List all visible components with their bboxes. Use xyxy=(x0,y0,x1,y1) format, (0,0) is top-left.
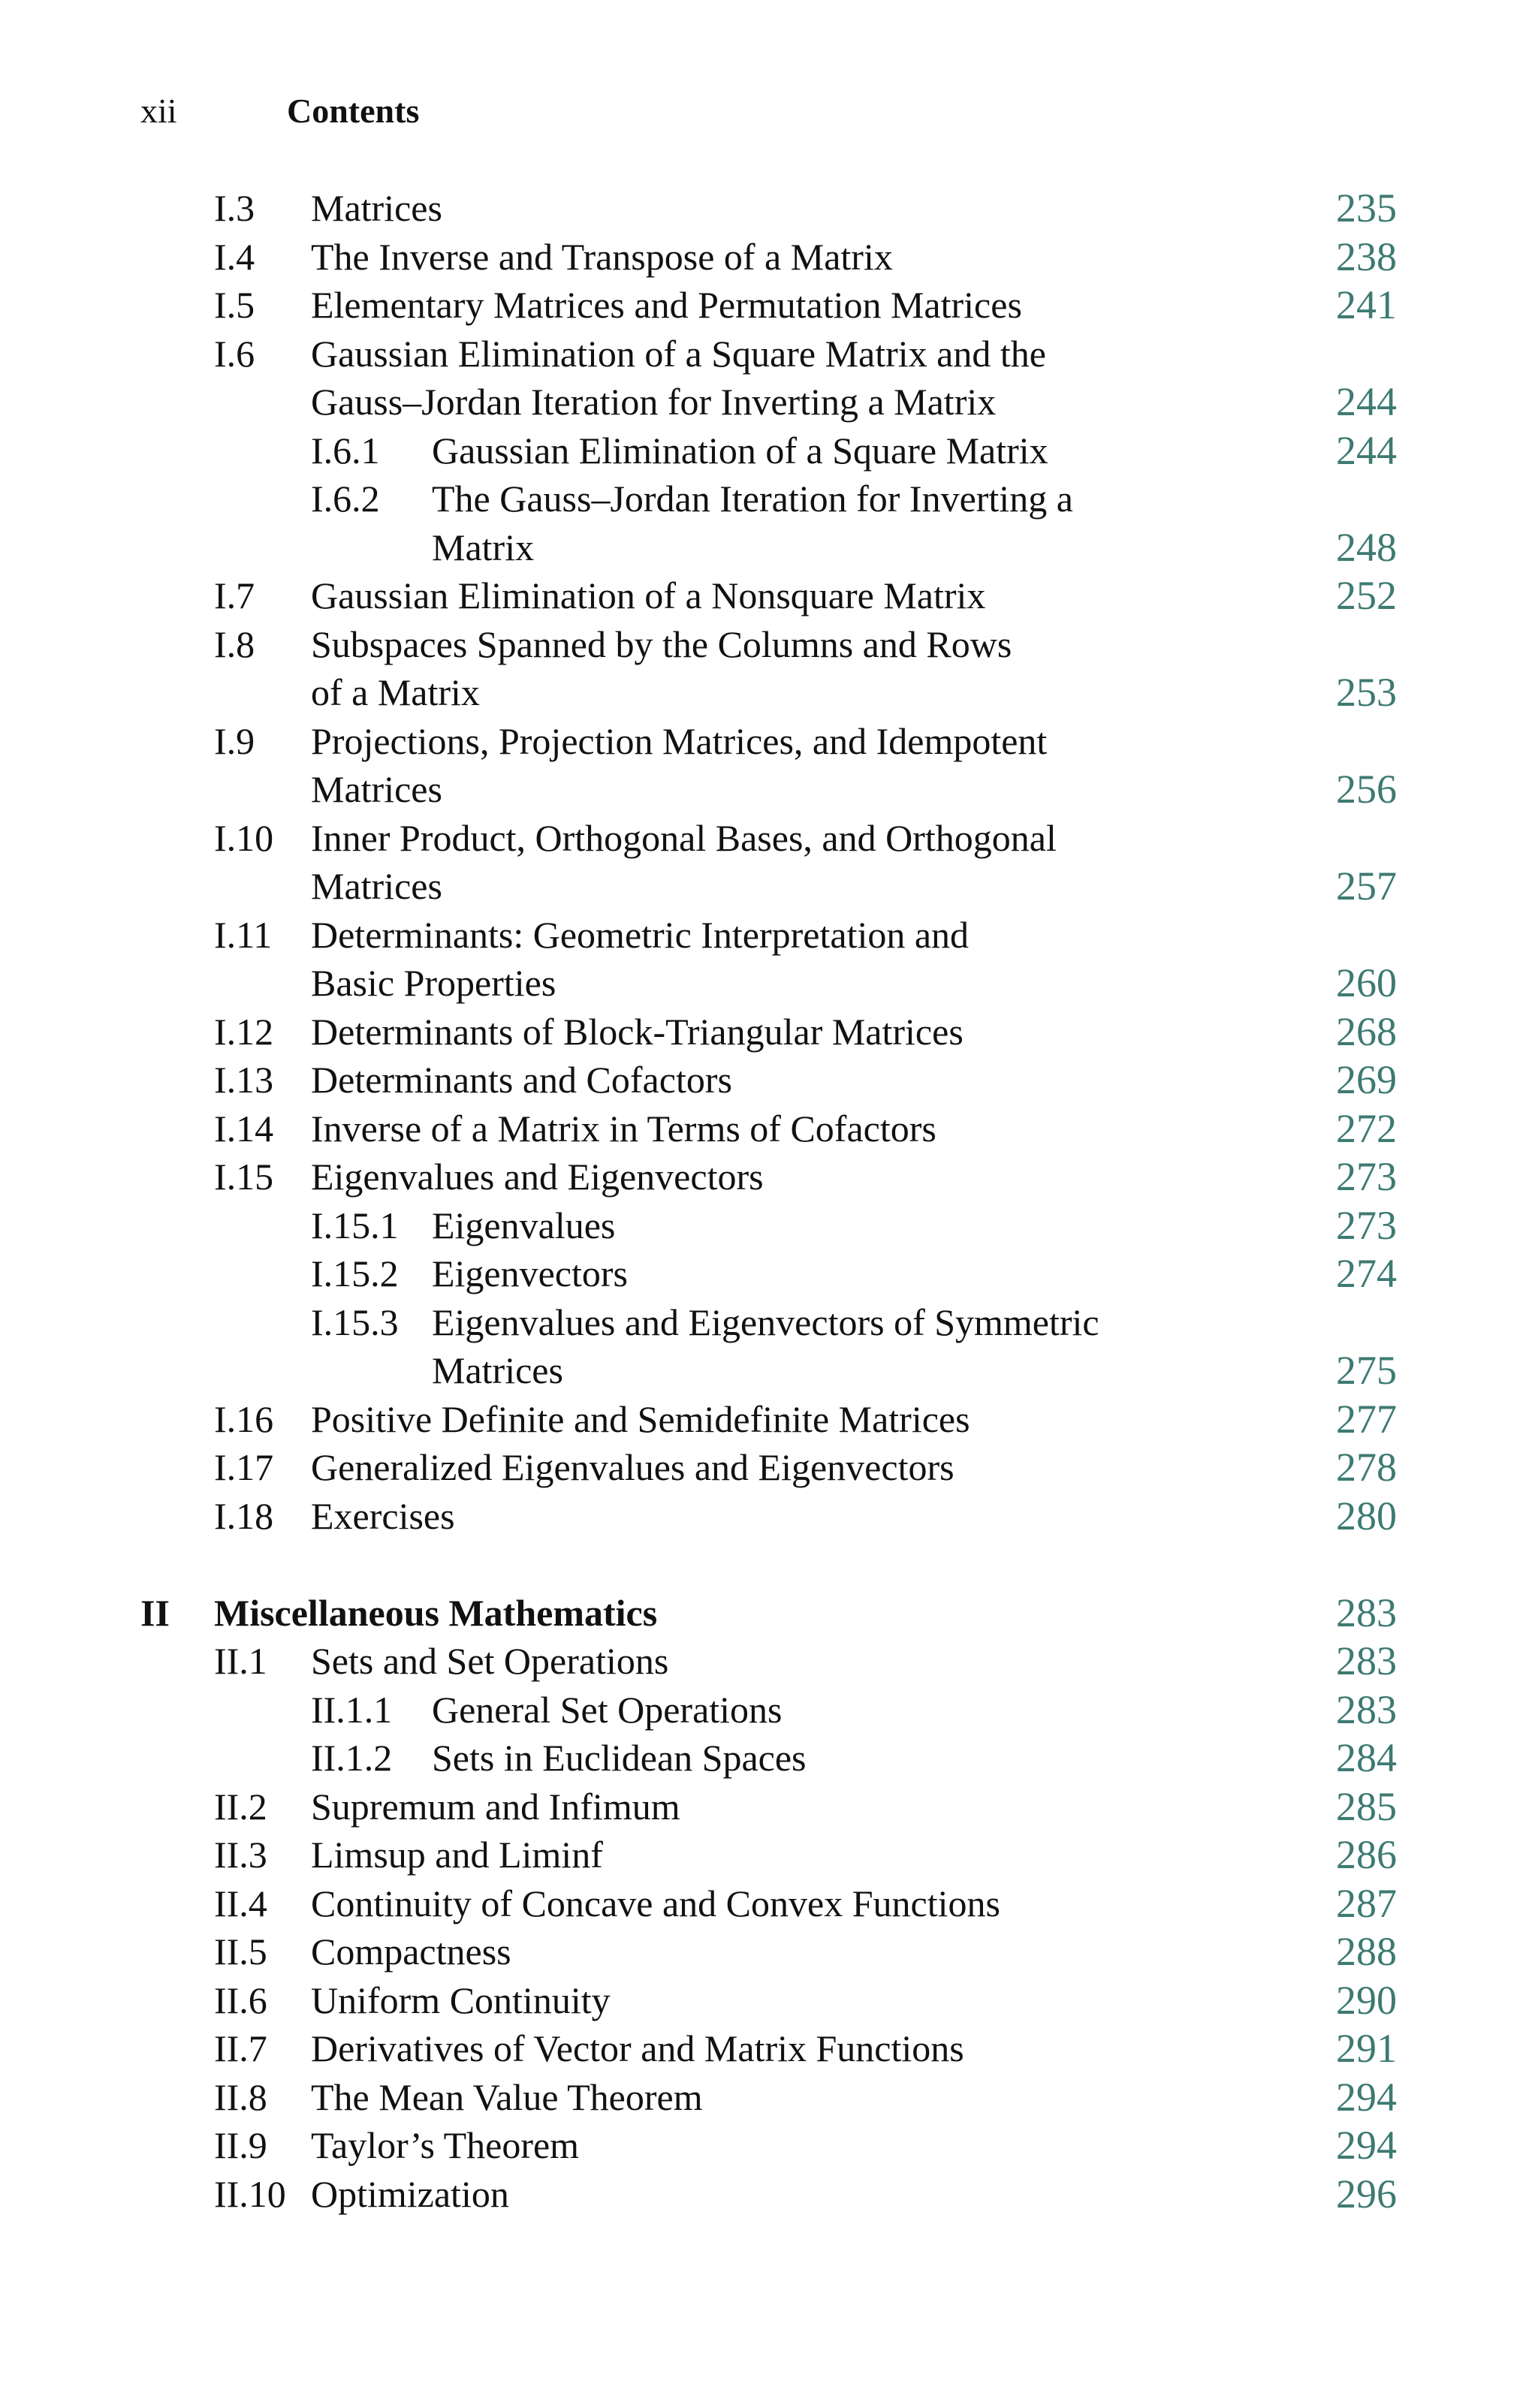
toc-entry[interactable] xyxy=(0,2073,1538,2122)
toc-page-link[interactable]: 285 xyxy=(1336,1783,1397,1829)
toc-page-link[interactable]: 257 xyxy=(1336,863,1397,909)
toc-entry[interactable] xyxy=(0,1008,1538,1056)
toc-entry[interactable] xyxy=(0,668,1538,717)
toc-entry-title: Generalized Eigenvalues and Eigenvectors xyxy=(311,1446,954,1488)
toc-page-link[interactable]: 244 xyxy=(1336,427,1397,473)
toc-entry-number: I.9 xyxy=(214,719,255,762)
toc-entry[interactable] xyxy=(0,330,1538,378)
toc-entry-title: Matrices xyxy=(311,768,442,810)
toc-page-link[interactable]: 275 xyxy=(1336,1348,1397,1393)
toc-entry-number: I.13 xyxy=(214,1059,274,1101)
toc-entry-number: I.5 xyxy=(214,284,255,326)
toc-entry-number: I.17 xyxy=(214,1446,274,1488)
toc-entry[interactable] xyxy=(0,620,1538,669)
toc-entry-number: I.15 xyxy=(214,1156,274,1198)
toc-entry-number: II xyxy=(140,1591,170,1634)
toc-page-link[interactable]: 256 xyxy=(1336,767,1397,812)
toc-page-link[interactable]: 235 xyxy=(1336,185,1397,231)
toc-entry[interactable] xyxy=(0,1153,1538,1201)
toc-page-link[interactable]: 288 xyxy=(1336,1929,1397,1974)
section-gap xyxy=(0,1540,1538,1589)
toc-entry-title: Eigenvectors xyxy=(432,1252,629,1294)
toc-entry[interactable] xyxy=(0,765,1538,814)
toc-entry[interactable] xyxy=(0,426,1538,475)
toc-entry[interactable] xyxy=(0,1831,1538,1879)
toc-entry[interactable] xyxy=(0,281,1538,330)
toc-entry-title: Matrix xyxy=(432,526,535,568)
toc-entry-number: II.9 xyxy=(214,2124,267,2166)
toc-page-link[interactable]: 283 xyxy=(1336,1686,1397,1732)
toc-entry-number: II.2 xyxy=(214,1785,267,1828)
toc-entry[interactable] xyxy=(0,1492,1538,1541)
toc-entry-title: Gaussian Elimination of a Square Matrix and the xyxy=(311,332,1046,375)
toc-entry-title: Determinants and Cofactors xyxy=(311,1059,732,1101)
toc-entry-number: II.4 xyxy=(214,1882,267,1924)
toc-entry-title: Gauss–Jordan Iteration for Inverting a Matrix xyxy=(311,381,997,423)
toc-entry-number: II.1 xyxy=(214,1640,267,1682)
toc-entry-title: Projections, Projection Matrices, and Idempotent xyxy=(311,719,1048,762)
toc-entry-title: The Inverse and Transpose of a Matrix xyxy=(311,235,893,278)
toc-entry-title: Matrices xyxy=(311,865,442,907)
toc-entry[interactable] xyxy=(0,1249,1538,1298)
toc-entry-title: Sets and Set Operations xyxy=(311,1640,669,1682)
toc-entry-title: General Set Operations xyxy=(432,1688,783,1731)
toc-page-link[interactable]: 280 xyxy=(1336,1493,1397,1539)
toc-entry-number: I.4 xyxy=(214,235,255,278)
toc-entry[interactable] xyxy=(0,1395,1538,1444)
toc-entry-title: Subspaces Spanned by the Columns and Rows xyxy=(311,622,1012,665)
toc-entry[interactable] xyxy=(0,862,1538,911)
toc-entry-number: I.8 xyxy=(214,622,255,665)
toc-entry-number: II.3 xyxy=(214,1834,267,1876)
toc-entry-number: I.15.2 xyxy=(311,1252,399,1294)
toc-page-link[interactable]: 241 xyxy=(1336,282,1397,327)
toc-entry[interactable] xyxy=(0,1589,1538,1638)
toc-entry[interactable] xyxy=(0,571,1538,620)
toc-entry-title: Compactness xyxy=(311,1930,511,1973)
toc-entry-number: II.1.2 xyxy=(311,1737,393,1779)
toc-entry-number: II.7 xyxy=(214,2027,267,2069)
toc-entry-number: I.10 xyxy=(214,816,274,859)
toc-entry-number: I.16 xyxy=(214,1397,274,1440)
toc-entry-number: I.15.1 xyxy=(311,1204,399,1246)
toc-page-link[interactable]: 290 xyxy=(1336,1977,1397,2023)
toc-entry-title: Exercises xyxy=(311,1494,455,1537)
toc-entry-title: The Mean Value Theorem xyxy=(311,2075,703,2118)
running-title: Contents xyxy=(287,92,420,130)
toc-entry-title: Taylor’s Theorem xyxy=(311,2124,580,2166)
toc-entry-title: Sets in Euclidean Spaces xyxy=(432,1737,807,1779)
toc-page-link[interactable]: 272 xyxy=(1336,1105,1397,1151)
toc-entry-number: I.3 xyxy=(214,187,255,229)
toc-page-link[interactable]: 287 xyxy=(1336,1880,1397,1926)
running-head xyxy=(0,89,1538,134)
toc-entry[interactable] xyxy=(0,1201,1538,1250)
toc-entry-title: Positive Definite and Semidefinite Matrices xyxy=(311,1397,970,1440)
toc-page-link[interactable]: 277 xyxy=(1336,1396,1397,1442)
toc-entry[interactable] xyxy=(0,1686,1538,1734)
toc-page-link[interactable]: 291 xyxy=(1336,2026,1397,2071)
toc-entry[interactable] xyxy=(0,523,1538,572)
toc-entry[interactable] xyxy=(0,717,1538,766)
toc-page-link[interactable]: 294 xyxy=(1336,2123,1397,2168)
toc-entry[interactable] xyxy=(0,1298,1538,1347)
toc-entry-title: Determinants: Geometric Interpretation and xyxy=(311,913,970,956)
toc-entry-number: I.6 xyxy=(214,332,255,375)
toc-entry-title: Limsup and Liminf xyxy=(311,1834,603,1876)
toc-entry[interactable] xyxy=(0,378,1538,426)
toc-entry-title: Inner Product, Orthogonal Bases, and Orthogonal xyxy=(311,816,1057,859)
toc-entry-title: Gaussian Elimination of a Nonsquare Matrix xyxy=(311,574,986,616)
toc-entry-title: Determinants of Block-Triangular Matrices xyxy=(311,1010,964,1053)
toc-entry-title: Derivatives of Vector and Matrix Functions xyxy=(311,2027,964,2069)
toc-page-link[interactable]: 268 xyxy=(1336,1008,1397,1054)
toc-page-link[interactable]: 284 xyxy=(1336,1735,1397,1780)
toc-entry-title: Continuity of Concave and Convex Functions xyxy=(311,1882,1000,1924)
toc-entry-title: of a Matrix xyxy=(311,671,480,713)
toc-entry-title: The Gauss–Jordan Iteration for Inverting a xyxy=(432,478,1073,520)
toc-entry[interactable] xyxy=(0,1105,1538,1153)
toc-entry[interactable] xyxy=(0,1783,1538,1831)
toc-page-link[interactable]: 283 xyxy=(1336,1590,1397,1635)
toc-page-link[interactable]: 278 xyxy=(1336,1445,1397,1490)
toc-entry-title: Inverse of a Matrix in Terms of Cofactors xyxy=(311,1107,936,1150)
toc-entry-number: I.6.1 xyxy=(311,429,380,472)
toc-entry[interactable] xyxy=(0,184,1538,233)
toc-entry[interactable] xyxy=(0,1879,1538,1928)
toc-entry-number: II.8 xyxy=(214,2075,267,2118)
toc-entry-title: Matrices xyxy=(432,1349,563,1391)
toc-entry[interactable] xyxy=(0,2024,1538,2073)
toc-entry[interactable] xyxy=(0,233,1538,282)
toc-entry[interactable] xyxy=(0,1927,1538,1976)
table-of-contents xyxy=(0,184,1538,2218)
toc-entry[interactable] xyxy=(0,1346,1538,1395)
toc-page-link[interactable]: 252 xyxy=(1336,573,1397,618)
toc-entry[interactable] xyxy=(0,959,1538,1008)
toc-entry-number: II.1.1 xyxy=(311,1688,393,1731)
toc-entry-title: Elementary Matrices and Permutation Matrices xyxy=(311,284,1022,326)
toc-page-link[interactable]: 248 xyxy=(1336,524,1397,570)
toc-entry[interactable] xyxy=(0,1637,1538,1686)
toc-entry-number: I.7 xyxy=(214,574,255,616)
toc-entry[interactable] xyxy=(0,2121,1538,2170)
toc-entry[interactable] xyxy=(0,1734,1538,1783)
toc-page-link[interactable]: 286 xyxy=(1336,1832,1397,1877)
toc-entry-number: II.6 xyxy=(214,1979,267,2021)
toc-entry-title: Miscellaneous Mathematics xyxy=(214,1591,658,1634)
toc-page-link[interactable]: 273 xyxy=(1336,1202,1397,1248)
toc-page-link[interactable]: 253 xyxy=(1336,670,1397,715)
toc-entry-number: I.14 xyxy=(214,1107,274,1150)
toc-page-link[interactable]: 273 xyxy=(1336,1154,1397,1199)
toc-entry-number: I.12 xyxy=(214,1010,274,1053)
toc-page-link[interactable]: 283 xyxy=(1336,1638,1397,1683)
toc-entry-number: I.15.3 xyxy=(311,1300,399,1343)
toc-entry[interactable] xyxy=(0,911,1538,960)
toc-page-link[interactable]: 274 xyxy=(1336,1251,1397,1296)
toc-entry-number: I.6.2 xyxy=(311,478,380,520)
toc-page-link[interactable]: 238 xyxy=(1336,234,1397,279)
toc-entry-title: Optimization xyxy=(311,2172,509,2215)
page-folio: xii xyxy=(140,92,177,130)
toc-entry-title: Basic Properties xyxy=(311,962,556,1004)
toc-entry[interactable] xyxy=(0,475,1538,523)
toc-entry-number: II.5 xyxy=(214,1930,267,1973)
toc-entry-title: Gaussian Elimination of a Square Matrix xyxy=(432,429,1048,472)
toc-entry-title: Eigenvalues and Eigenvectors of Symmetric xyxy=(432,1300,1099,1343)
toc-entry-number: II.10 xyxy=(214,2172,286,2215)
toc-page-link[interactable]: 269 xyxy=(1336,1057,1397,1102)
toc-entry-title: Eigenvalues and Eigenvectors xyxy=(311,1156,764,1198)
toc-entry-title: Uniform Continuity xyxy=(311,1979,611,2021)
toc-entry[interactable] xyxy=(0,1976,1538,2025)
toc-entry-title: Matrices xyxy=(311,187,442,229)
toc-page-link[interactable]: 296 xyxy=(1336,2171,1397,2217)
toc-entry[interactable] xyxy=(0,1443,1538,1492)
toc-entry[interactable] xyxy=(0,2170,1538,2219)
toc-entry-number: I.11 xyxy=(214,913,273,956)
toc-entry[interactable] xyxy=(0,1056,1538,1105)
toc-entry-title: Supremum and Infimum xyxy=(311,1785,680,1828)
toc-page-link[interactable]: 244 xyxy=(1336,379,1397,424)
toc-entry-number: I.18 xyxy=(214,1494,274,1537)
toc-entry-title: Eigenvalues xyxy=(432,1204,616,1246)
toc-entry[interactable] xyxy=(0,814,1538,863)
toc-page-link[interactable]: 260 xyxy=(1336,960,1397,1005)
toc-page-link[interactable]: 294 xyxy=(1336,2074,1397,2120)
